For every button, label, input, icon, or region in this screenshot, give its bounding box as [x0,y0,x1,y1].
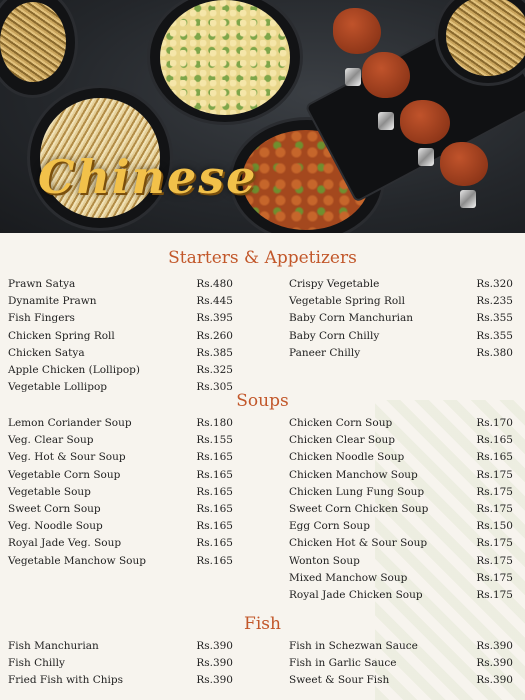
item-price: Rs.175 [476,502,513,515]
item-price: Rs.170 [476,417,513,429]
item-name: Veg. Hot & Sour Soup [8,451,126,464]
soups-right-column [289,415,513,604]
menu-item [8,501,233,518]
menu-item [289,310,513,327]
soup-food-image [446,0,525,76]
menu-item [8,535,233,552]
section-title-starters: Starters & Appetizers [168,248,357,268]
item-name: Chicken Spring Roll [8,329,115,342]
item-price: Rs.175 [476,485,513,498]
item-name: Fish Manchurian [8,640,99,652]
section-title-soups: Soups [236,391,289,411]
item-price: Rs.390 [476,674,513,687]
menu-item [289,553,513,570]
item-price: Rs.260 [196,329,233,342]
menu-item [8,345,233,362]
item-price: Rs.390 [196,657,233,670]
item-price: Rs.175 [476,571,513,584]
item-name: Chicken Satya [8,346,85,359]
item-price: Rs.180 [196,417,233,429]
item-price: Rs.165 [476,451,513,464]
item-name: Fish Chilly [8,657,65,670]
menu-item [289,449,513,466]
item-name: Baby Corn Manchurian [289,312,414,325]
item-name: Chicken Corn Soup [289,417,393,429]
item-name: Chicken Lung Fung Soup [289,485,425,498]
menu-item [8,293,233,310]
starters-right-column [289,276,513,362]
starters-left-column [8,276,233,396]
item-price: Rs.165 [476,434,513,447]
menu-item [8,415,233,432]
item-price: Rs.395 [196,312,233,325]
item-price: Rs.165 [196,468,233,481]
item-price: Rs.355 [476,312,513,325]
fish-left-column [8,638,233,690]
chicken-lollipop-image [440,142,488,186]
item-name: Vegetable Corn Soup [8,468,121,481]
item-price: Rs.235 [476,295,513,308]
item-name: Lemon Coriander Soup [8,417,132,429]
lollipop-foil-image [345,68,361,86]
item-price: Rs.150 [476,520,513,533]
menu-item [289,415,513,432]
item-name: Vegetable Manchow Soup [8,554,146,567]
item-name: Fish Fingers [8,312,75,325]
menu-item [289,328,513,345]
item-price: Rs.165 [196,554,233,567]
menu-item [8,655,233,672]
item-price: Rs.390 [196,674,233,687]
menu-item [289,518,513,535]
item-name: Chicken Clear Soup [289,434,395,447]
menu-item [289,672,513,689]
item-price: Rs.165 [196,537,233,550]
item-name: Dynamite Prawn [8,295,97,308]
item-name: Sweet & Sour Fish [289,674,390,687]
chicken-lollipop-image [362,52,410,98]
menu-item [8,638,233,655]
item-price: Rs.445 [196,295,233,308]
menu-item [289,293,513,310]
fried-rice-food-image [160,0,290,115]
item-price: Rs.165 [196,520,233,533]
menu-item [289,638,513,655]
menu-item [289,587,513,604]
menu-item [8,449,233,466]
item-price: Rs.320 [476,278,513,290]
item-name: Royal Jade Veg. Soup [8,537,122,550]
chicken-lollipop-image [400,100,450,144]
menu-item [8,328,233,345]
item-price: Rs.165 [196,502,233,515]
menu-item [8,310,233,327]
item-name: Chicken Noodle Soup [289,451,405,464]
item-price: Rs.165 [196,485,233,498]
item-name: Mixed Manchow Soup [289,571,408,584]
item-name: Baby Corn Chilly [289,329,380,342]
item-price: Rs.390 [476,640,513,652]
menu-item [289,535,513,552]
menu-item [289,467,513,484]
menu-item [289,570,513,587]
section-title-fish: Fish [244,614,281,634]
item-name: Fish in Schezwan Sauce [289,640,418,652]
menu-item [8,672,233,689]
item-name: Vegetable Spring Roll [289,295,405,308]
item-name: Crispy Vegetable [289,278,380,290]
item-price: Rs.355 [476,329,513,342]
item-name: Sweet Corn Chicken Soup [289,502,429,515]
item-name: Veg. Clear Soup [8,434,94,447]
item-price: Rs.480 [196,278,233,290]
menu-item [289,484,513,501]
item-price: Rs.165 [196,451,233,464]
noodle-food-image [0,2,66,82]
item-price: Rs.175 [476,468,513,481]
menu-item [289,655,513,672]
menu-item [8,467,233,484]
menu-item [289,345,513,362]
menu-item [289,432,513,449]
menu-item [8,484,233,501]
item-name: Fish in Garlic Sauce [289,657,397,670]
item-name: Paneer Chilly [289,346,361,359]
item-price: Rs.175 [476,554,513,567]
menu-item [8,518,233,535]
item-name: Chicken Hot & Sour Soup [289,537,428,550]
item-price: Rs.325 [196,363,233,376]
lollipop-foil-image [460,190,476,208]
item-price: Rs.155 [196,434,233,447]
lollipop-foil-image [378,112,394,130]
menu-item [289,501,513,518]
item-name: Vegetable Soup [8,485,91,498]
item-name: Fried Fish with Chips [8,674,123,687]
item-name: Wonton Soup [289,554,360,567]
item-name: Royal Jade Chicken Soup [289,588,423,601]
item-name: Vegetable Lollipop [8,381,108,394]
menu-item [8,276,233,293]
item-price: Rs.390 [196,640,233,652]
banner-image [0,0,525,233]
fish-right-column [289,638,513,690]
item-name: Prawn Satya [8,278,76,290]
item-name: Egg Corn Soup [289,520,370,533]
item-name: Sweet Corn Soup [8,502,101,515]
cuisine-title: Chinese [38,150,258,204]
item-name: Apple Chicken (Lollipop) [8,363,140,376]
menu-item [8,553,233,570]
menu-item [8,432,233,449]
lollipop-foil-image [418,148,434,166]
item-price: Rs.390 [476,657,513,670]
item-price: Rs.380 [476,346,513,359]
item-price: Rs.175 [476,537,513,550]
chicken-lollipop-image [333,8,381,54]
menu-item [8,362,233,379]
soups-left-column [8,415,233,570]
menu-item [289,276,513,293]
item-price: Rs.305 [196,381,233,394]
item-price: Rs.175 [476,588,513,601]
item-name: Chicken Manchow Soup [289,468,418,481]
item-price: Rs.385 [196,346,233,359]
item-name: Veg. Noodle Soup [8,520,103,533]
